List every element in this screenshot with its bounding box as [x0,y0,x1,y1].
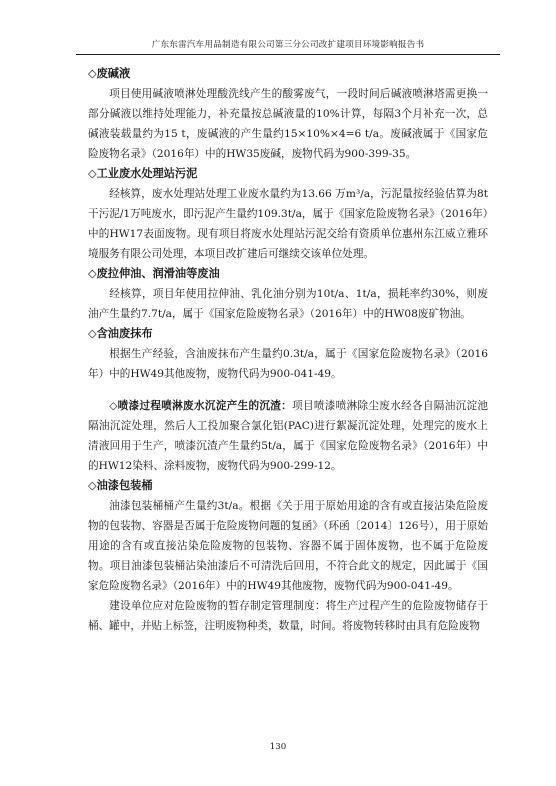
paragraph-paint-buckets: 油漆包装桶桶产生量约3t/a。根据《关于用于原始用途的含有或直接沾染危险废物的包装物、容器是否属于危险废物问题的复函》（环函〔2014〕126号），用于原始用途的含有或直接沾染危险废物的包装物、容器不属于固体废物，也不属于危险废物。项目油漆包装桶沾染油漆后不可清洗后回用，不符合此文的规定，因此属于《国家危险废物名录》（2016年）中的HW49其他废物，废物代码为900-041-49。 [88,500,488,592]
section-title-sludge: ◇工业废水处理站污泥 [88,167,198,180]
paragraph-storage-management: 建设单位应对危险废物的暂存制定管理制度：将生产过程产生的危险废物储存于桶、罐中，并贴上标签，注明废物种类，数量，时间。将废物转移时由具有危险废物 [88,600,488,632]
paragraph-waste-oil: 经核算，项目年使用拉伸油、乳化油分别为10t/a、1t/a，损耗率约30%，则废油产生量约7.7t/a，属于《国家危险废物名录》（2016年）中的HW08废矿物油。 [88,288,488,320]
section-title-oily-rags: ◇含油废抹布 [88,327,153,340]
page-number: 130 [269,742,287,752]
paragraph-waste-alkali: 项目使用碱液喷淋处理酸洗线产生的酸雾废气，一段时间后碱液喷淋塔需更换一部分碱液以维持处理能力，补充量按总碱液量的10%计算，每隔3个月补充一次，总碱液装载量约为15 t，废碱液的产生量约15×10%×4=6 t/a。废碱液属于《国家危险废物名录》（2016年）中的HW35废碱，废物代码为900-399-35。 [88,88,488,160]
page-header: 广东东雷汽车用品制造有限公司第三分公司改扩建项目环境影响报告书 [76,38,500,55]
paragraph-sludge: 经核算，废水处理站处理工业废水量约为13.66 万m³/a，污泥量按经验估算为8t干污泥/1万吨废水，即污泥产生量约109.3t/a，属于《国家危险废物名录》（2016年）中的HW17表面废物。现有项目将废水处理站污泥交给有资质单位惠州东江威立雅环境服务有限公司处理，本项目改扩建后可继续交该单位处理。 [88,188,488,260]
section-title-waste-alkali: ◇废碱液 [88,67,131,80]
section-title-waste-oil: ◇废拉伸油、润滑油等废油 [88,267,220,280]
page-content [88,64,488,636]
paint-sediment-text: 项目喷漆喷淋除尘废水经各自隔油沉淀池隔油沉淀处理，然后人工投加聚合氯化铝(PAC)进行絮凝沉淀处理，处理完的废水上清液回用于生产，喷漆沉渣产生量约5t/a，属于《国家危险废物名录》（2016年）中的HW12染料、涂料废物，废物代码为900-299-12。 [88,400,488,472]
section-title-paint-sediment: ◇喷漆过程喷淋废水沉淀产生的沉渣： [109,400,293,412]
section-title-paint-buckets: ◇油漆包装桶 [88,479,153,492]
paragraph-oily-rags: 根据生产经验，含油废抹布产生量约0.3t/a，属于《国家危险废物名录》（2016年）中的HW49其他废物，废物代码为900-041-49。 [88,348,488,380]
paragraph-paint-sediment [88,396,488,476]
